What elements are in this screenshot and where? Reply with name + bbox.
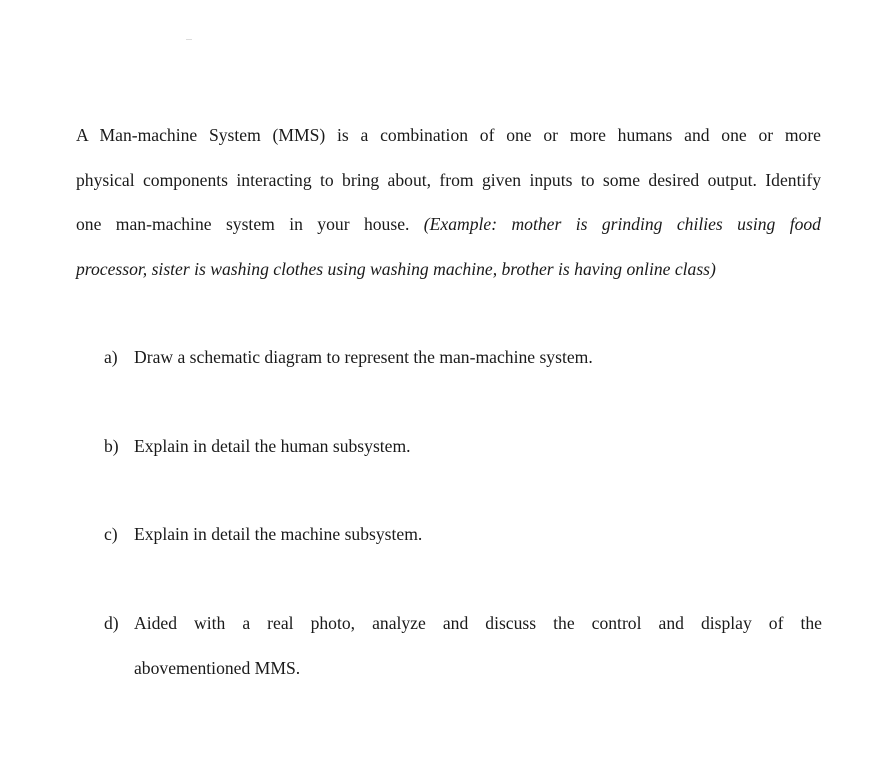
question-d-label: d) [104, 613, 119, 633]
question-d [104, 613, 822, 633]
question-d-text: Aided with a real photo, analyze and discuss the control and display of the [134, 613, 822, 633]
question-a-label: a) [104, 347, 118, 367]
question-c [104, 524, 422, 544]
question-b-text: Explain in detail the human subsystem. [134, 436, 411, 456]
question-c-text: Explain in detail the machine subsystem. [134, 524, 423, 544]
intro-line-4-example: processor, sister is washing clothes using washing machine, brother is having online class) [76, 259, 716, 279]
question-a [104, 347, 593, 367]
question-d-continuation: abovementioned MMS. [134, 658, 301, 678]
scan-mark [186, 39, 192, 40]
intro-line-3 [76, 214, 821, 234]
question-c-label: c) [104, 524, 118, 544]
intro-line-3-plain: one man-machine system in your house. [76, 214, 424, 234]
intro-line-2: physical components interacting to bring about, from given inputs to some desired output. Identify [76, 170, 821, 190]
intro-line-3-example: (Example: mother is grinding chilies using food [423, 214, 821, 234]
question-b-label: b) [104, 436, 119, 456]
question-a-text: Draw a schematic diagram to represent the man-machine system. [134, 347, 593, 367]
intro-line-1: A Man-machine System (MMS) is a combination of one or more humans and one or more [76, 125, 821, 145]
question-b [104, 436, 411, 456]
